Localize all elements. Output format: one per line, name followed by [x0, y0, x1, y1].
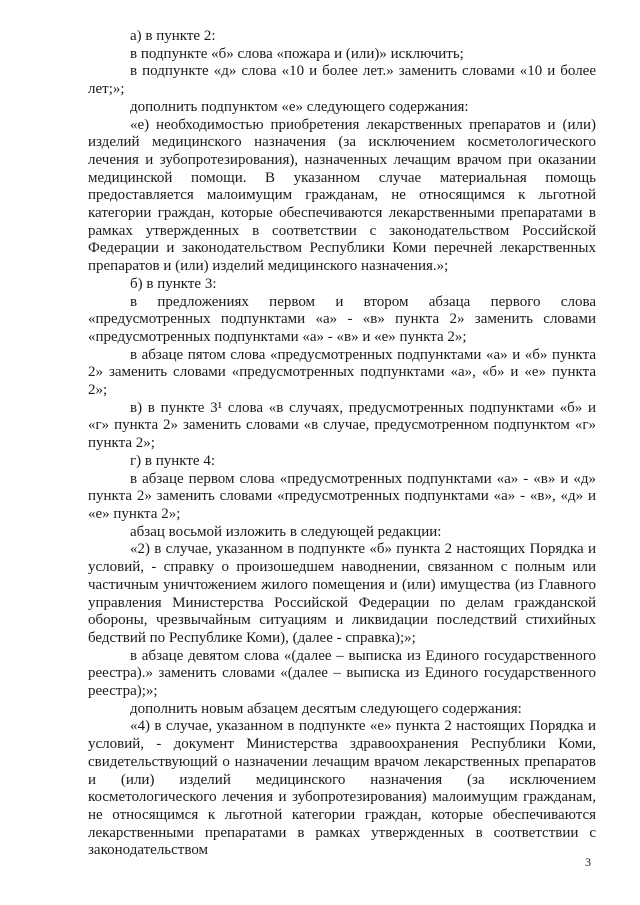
- paragraph-item-4-text: «4) в случае, указанном в подпункте «е» пункта 2 настоящих Порядка и условий, - документ Министерства здравоохранения Республики Коми, свидетельствующий о назначении лечащим врачом лекарственных препаратов и (или) изделий медицинского назначения (за исключением косметологического лечения и зубопротезирования) малоимущим гражданам, не относящимся к льготной категории граждан, которые обеспечиваются лекарственными препаратами в рамках утвержденных в соответствии с законодательством: [88, 718, 596, 859]
- paragraph-point-4-first-abzac: в абзаце первом слова «предусмотренных подпунктами «а» - «в» и «д» пункта 2» заменить словами «предусмотренных подпунктами «а» - «в», «д» и «е» пункта 2»;: [88, 470, 596, 522]
- paragraph-add-subpoint-e: дополнить подпунктом «е» следующего содержания:: [130, 98, 469, 115]
- paragraph-subpoint-b: в подпункте «б» слова «пожара и (или)» исключить;: [130, 45, 464, 62]
- paragraph-v-point-3-1: в) в пункте 3¹ слова «в случаях, предусмотренных подпунктами «б» и «г» пункта 2» заменить словами «в случае, предусмотренном подпунктом «г» пункта 2»;: [88, 399, 596, 452]
- paragraph-point-3-sentences: в предложениях первом и втором абзаца первого слова «предусмотренных подпунктами «а» - «в» пункта 2» заменить словами «предусмотренных подпунктами «а» - «в» и «е» пункта 2»;: [88, 293, 596, 345]
- paragraph-ninth-abzac: в абзаце девятом слова «(далее – выписка из Единого государственного реестра).» заменить словами «(далее – выписка из Единого государственного реестра);»;: [88, 647, 596, 700]
- paragraph-point-3-fifth-abzac: в абзаце пятом слова «предусмотренных подпунктами «а» и «б» пункта 2» заменить словами «предусмотренных подпунктами «а», «б» и «е» пункта 2»;: [88, 346, 596, 399]
- paragraph-b-point-3: б) в пункте 3:: [130, 275, 217, 292]
- page-number: 3: [585, 855, 591, 869]
- document-body: [88, 28, 596, 860]
- paragraph-subpoint-d: в подпункте «д» слова «10 и более лет.» заменить словами «10 и более лет;»;: [88, 63, 596, 98]
- paragraph-subpoint-e-text: «е) необходимостью приобретения лекарственных препаратов и (или) изделий медицинского назначения (за исключением косметологического лечения и зубопротезирования), назначенных лечащим врачом при оказании медицинской помощи. В указанном случае материальная помощь предоставляется малоимущим гражданам, не относящимся к льготной категории граждан, которые обеспечиваются лекарственными препаратами в рамках утвержденных в соответствии с законодательством Российской Федерации и законодательством Республики Коми перечней лекарственных препаратов и (или) изделий медицинского назначения.»;: [88, 116, 596, 275]
- paragraph-add-tenth-abzac: дополнить новым абзацем десятым следующего содержания:: [130, 700, 522, 717]
- paragraph-item-2-text: «2) в случае, указанном в подпункте «б» пункта 2 настоящих Порядка и условий, - справку о произошедшем наводнении, связанном с полным или частичным уничтожением жилого помещения и (или) имущества (из Главного управления Министерства Российской Федерации по делам гражданской обороны, чрезвычайным ситуациям и ликвидации последствий стихийных бедствий по Республике Коми), (далее - справка);»;: [88, 541, 596, 646]
- paragraph-a-point-2: а) в пункте 2:: [130, 28, 216, 44]
- paragraph-eighth-abzac: абзац восьмой изложить в следующей редакции:: [130, 523, 442, 540]
- paragraph-g-point-4: г) в пункте 4:: [130, 452, 216, 469]
